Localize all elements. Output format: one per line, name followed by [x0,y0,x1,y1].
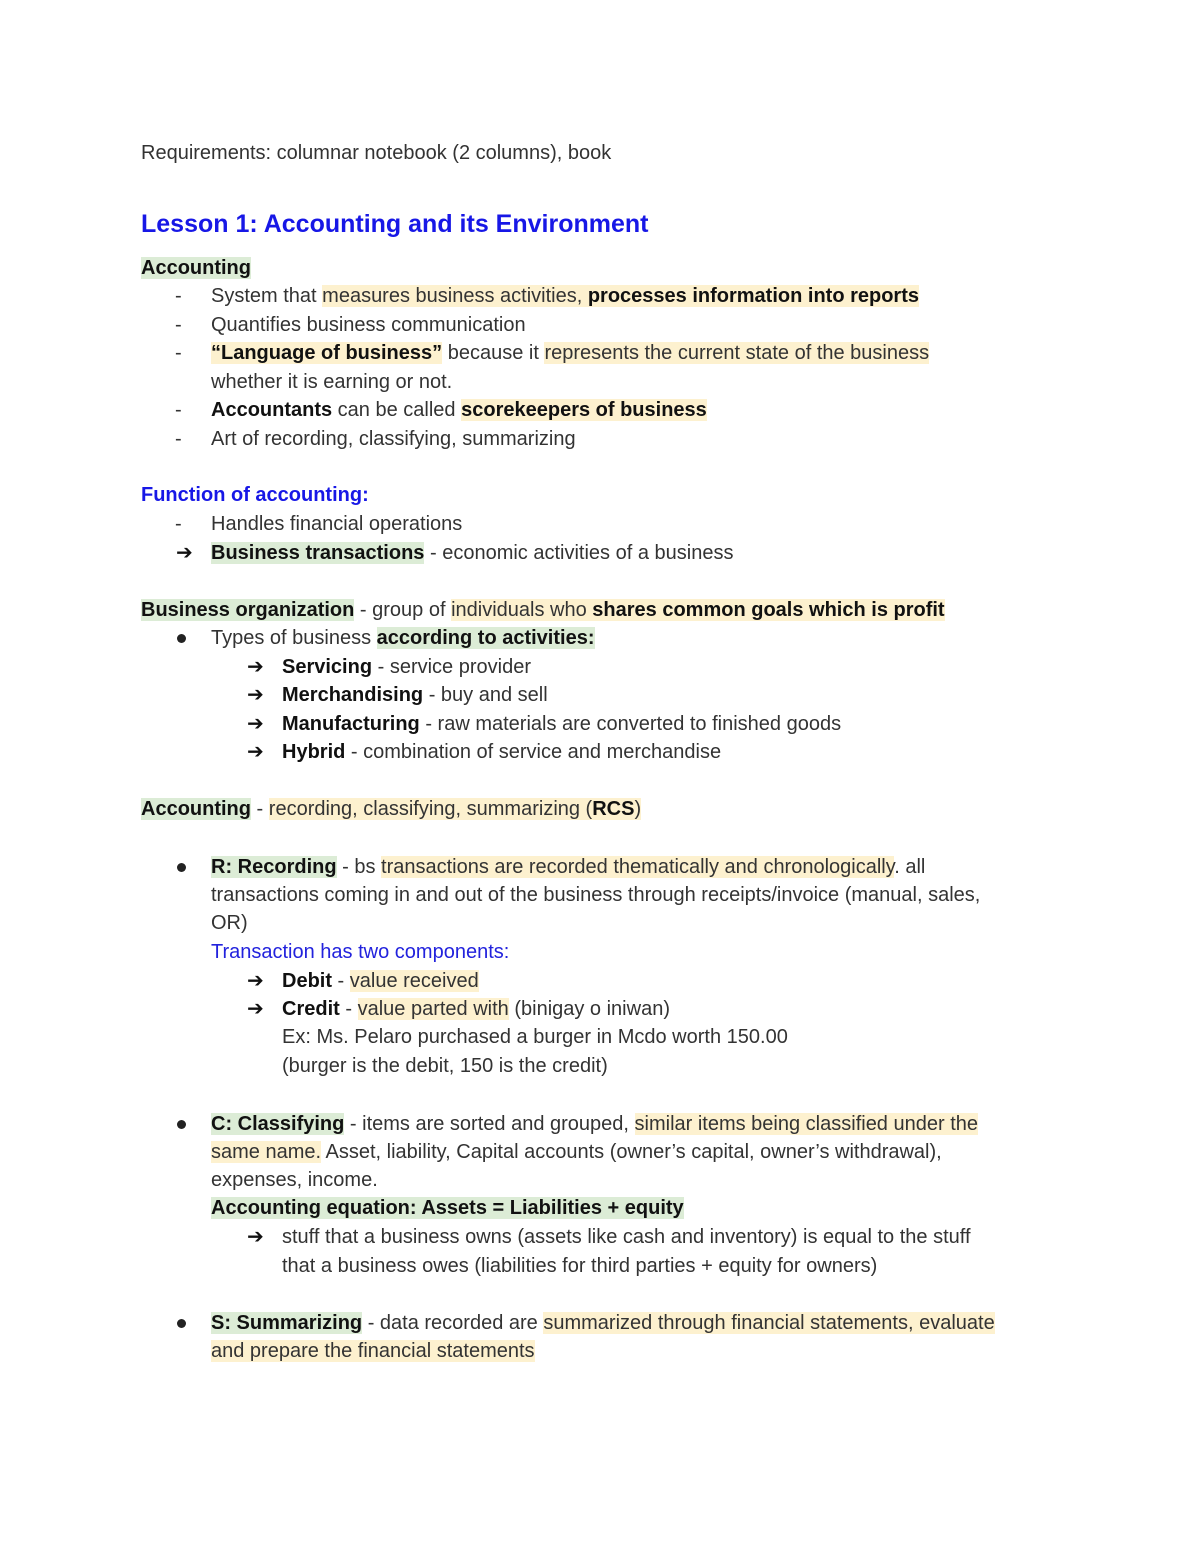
requirements-line: Requirements: columnar notebook (2 columns), book [141,142,612,164]
equation-note-1: stuff that a business owns (assets like cash and inventory) is equal to the stuff [282,1226,971,1248]
arrow-icon: ➔ [176,542,193,564]
dash-marker: - [175,314,182,336]
business-types-line: Types of business according to activities: [211,627,595,649]
example-line-1: Ex: Ms. Pelaro purchased a burger in Mcdo worth 150.00 [282,1026,788,1048]
accounting-item-3: “Language of business” because it represents the current state of the business [211,342,930,364]
dash-marker: - [175,428,182,450]
classifying-line-1: C: Classifying - items are sorted and grouped, similar items being classified under the [211,1113,979,1135]
accounting-equation: Accounting equation: Assets = Liabilities + equity [211,1197,684,1219]
accounting-item-3-cont: whether it is earning or not. [211,371,453,393]
function-item-2: Business transactions - economic activities of a business [211,542,734,564]
equation-note-2: that a business owes (liabilities for third parties + equity for owners) [282,1255,878,1277]
bullet-icon [177,1120,186,1129]
arrow-icon: ➔ [247,970,264,992]
debit-item: Debit - value received [282,970,479,992]
arrow-icon: ➔ [247,684,264,706]
function-heading: Function of accounting: [141,484,369,506]
business-type-item: Servicing - service provider [282,656,531,678]
classifying-line-2: same name. Asset, liability, Capital accounts (owner’s capital, owner’s withdrawal), [211,1141,942,1163]
bullet-icon [177,863,186,872]
arrow-icon: ➔ [247,1226,264,1248]
dash-marker: - [175,285,182,307]
rcs-line: Accounting - recording, classifying, summarizing (RCS) [141,798,642,820]
arrow-icon: ➔ [247,998,264,1020]
summarizing-line-1: S: Summarizing - data recorded are summarized through financial statements, evaluate [211,1312,995,1334]
bullet-icon [177,1319,186,1328]
arrow-icon: ➔ [247,656,264,678]
accounting-item-4: Accountants can be called scorekeepers of business [211,399,707,421]
accounting-item-2: Quantifies business communication [211,314,526,336]
credit-item: Credit - value parted with (binigay o iniwan) [282,998,670,1020]
accounting-item-1: System that measures business activities, processes information into reports [211,285,919,307]
arrow-icon: ➔ [247,741,264,763]
accounting-heading: Accounting [141,257,251,279]
recording-line-1: R: Recording - bs transactions are recorded thematically and chronologically. all [211,856,926,878]
bullet-icon [177,634,186,643]
lesson-title: Lesson 1: Accounting and its Environment [141,210,649,238]
accounting-item-5: Art of recording, classifying, summarizing [211,428,576,450]
transaction-components-heading: Transaction has two components: [211,941,510,963]
arrow-icon: ➔ [247,713,264,735]
example-line-2: (burger is the debit, 150 is the credit) [282,1055,608,1077]
dash-marker: - [175,513,182,535]
business-organization-line: Business organization - group of individuals who shares common goals which is profit [141,599,945,621]
business-type-item: Manufacturing - raw materials are converted to finished goods [282,713,842,735]
recording-line-2: transactions coming in and out of the business through receipts/invoice (manual, sales, [211,884,981,906]
business-type-item: Merchandising - buy and sell [282,684,548,706]
business-type-item: Hybrid - combination of service and merchandise [282,741,722,763]
classifying-line-3: expenses, income. [211,1169,378,1191]
dash-marker: - [175,399,182,421]
recording-line-3: OR) [211,912,248,934]
function-item-1: Handles financial operations [211,513,463,535]
summarizing-line-2: and prepare the financial statements [211,1340,535,1362]
dash-marker: - [175,342,182,364]
